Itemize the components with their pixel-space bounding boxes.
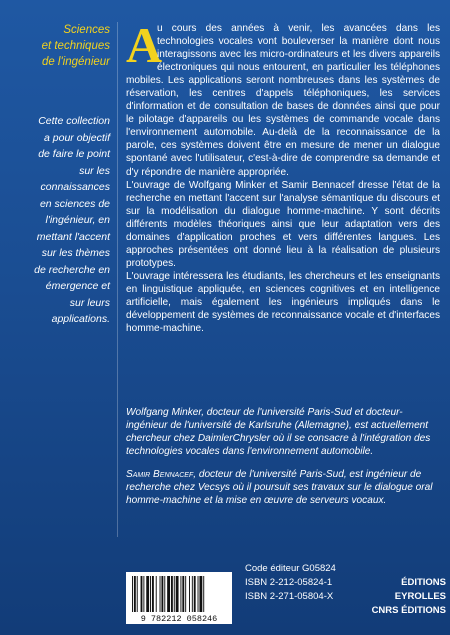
author-bios (126, 406, 440, 517)
book-codes (245, 562, 365, 604)
series-description-line: l'ingénieur, en (45, 214, 110, 226)
author-bio-text: , docteur de l'université Paris-Sud et docteur-ingénieur de l'université de Karlsruhe (Allemagne), est actuellement chercheur chez DaimlerChrysler où il se consacre à l'intégration des technologies vocales dans l'environnement automobile. (126, 407, 431, 458)
series-description-line: a pour objectif (44, 131, 110, 144)
series-description-line: de faire le point (38, 148, 110, 160)
series-title-line: de l'ingénieur (41, 56, 110, 68)
isbn-1: ISBN 2-212-05824-1 (245, 577, 333, 588)
series-description-line: sur les thèmes (41, 247, 110, 259)
publishers (366, 576, 446, 618)
isbn-barcode (126, 572, 232, 624)
author-bio-text: , docteur de l'université Paris-Sud, est ingénieur de recherche chez Vecsys où il poursuit ses travaux sur le dialogue oral homme-machine et la mise en œuvre de serveurs vocaux. (126, 469, 433, 507)
publisher-eyrolles: ÉDITIONS EYROLLES (394, 577, 446, 602)
series-column (0, 0, 118, 635)
series-description-line: sur les (79, 164, 110, 177)
author-name: Wolfgang Minker (126, 407, 202, 418)
series-description-line: Cette collection (38, 115, 110, 127)
series-description-line: applications. (51, 313, 110, 325)
series-title (2, 22, 110, 70)
series-description-line: émergence et (45, 280, 110, 292)
publisher-cnrs: CNRS ÉDITIONS (371, 605, 446, 616)
series-description-line: mettant l'accent (36, 230, 110, 243)
series-description-line: de recherche en (34, 263, 110, 276)
series-description-line: sur leurs (69, 296, 110, 309)
series-description-line: en sciences de (39, 197, 110, 210)
summary-paragraph: L'ouvrage de Wolfgang Minker et Samir Bennacef dresse l'état de la recherche en mettant l'accent sur l'analyse sémantique du discours et sur la modélisation du dialogue homme-machine. Y sont décrits différents modèles théoriques ainsi que leur adaptation vers des domaines d'application proches et vers différentes langues. Les approches présentées ont donné lieu à la réalisation de plusieurs prototypes. (126, 179, 440, 269)
summary-text (126, 17, 440, 335)
drop-cap: A (126, 17, 163, 73)
author-bio-bennacef (126, 468, 440, 507)
series-title-line: et techniques (41, 40, 110, 52)
summary-paragraph (126, 17, 440, 179)
series-description-line: connaissances (40, 181, 110, 193)
series-title-line: Sciences (63, 24, 110, 36)
author-name: Samir Bennacef (126, 469, 194, 481)
barcode-graphic (126, 572, 232, 624)
editor-code: Code éditeur G05824 (245, 563, 336, 574)
summary-paragraph: L'ouvrage intéressera les étudiants, les chercheurs et les enseignants en linguistique appliquée, en sciences cognitives et en intelligence artificielle, mais également les ingénieurs impliqués dans le développement de systèmes de reconnaissance vocale et d'interfaces homme-machine. (126, 270, 440, 335)
series-description (2, 113, 110, 328)
author-bio-minker (126, 406, 440, 458)
barcode-number: 9 782212 058246 (140, 614, 218, 624)
summary-paragraph-text: u cours des années à venir, les avancées dans les technologies vocales vont bouleverser la manière dont nous interagissons avec les micro-ordinateurs et les divers appareils électroniques qui nous entourent, en particulier les téléphones mobiles. Les applications seront nombreuses dans les systèmes de réservation, les centres d'appels téléphoniques, les services d'information et de consultation de bases de données ainsi que pour le pilotage d'appareils ou les systèmes de commande vocale dans l'environnement automobile. Au-delà de la reconnaissance de la parole, ces systèmes doivent être en mesure de mener un dialogue spontané avec l'utilisateur, c'est-à-dire de comprendre sa demande et d'y répondre de manière appropriée. (126, 23, 440, 178)
column-divider (117, 22, 118, 537)
isbn-2: ISBN 2-271-05804-X (245, 591, 334, 602)
